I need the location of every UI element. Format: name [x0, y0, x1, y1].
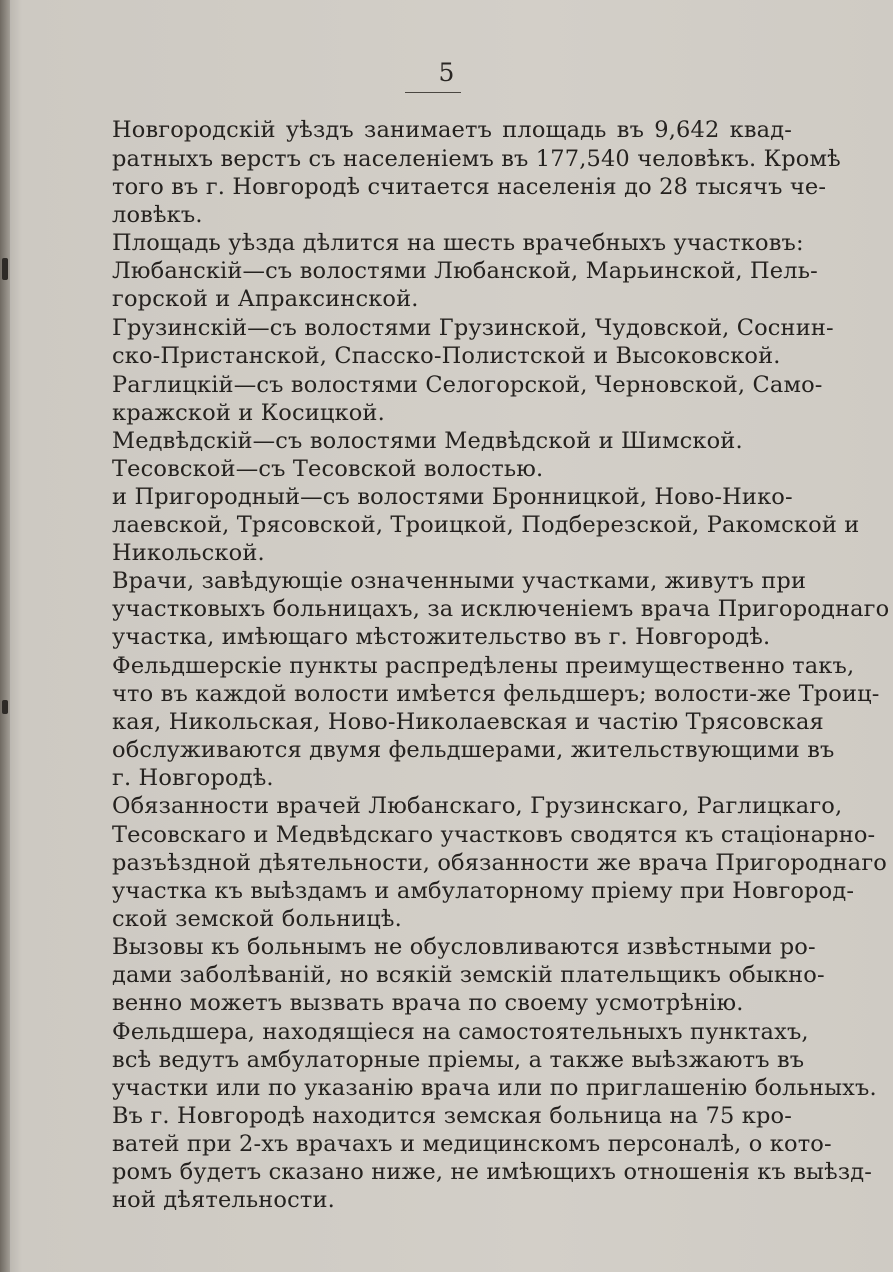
text-line: Новгородскій уѣздъ занимаетъ площадь въ 9,642 квад-	[112, 117, 792, 143]
text-line: ватей при 2-хъ врачахъ и медицинскомъ персоналѣ, о кото-	[112, 1131, 832, 1157]
text-line: что въ каждой волости имѣется фельдшеръ; волости-же Троиц-	[112, 681, 880, 707]
text-line: ско-Пристанской, Спасско-Полистской и Высоковской.	[112, 343, 781, 369]
text-line: Никольской.	[112, 540, 265, 566]
text-line: Тесовскаго и Медвѣдскаго участковъ сводятся къ стаціонарно-	[112, 822, 876, 848]
text-line: участка къ выѣздамъ и амбулаторному пріему при Новгород-	[112, 878, 855, 904]
text-line: обслуживаются двумя фельдшерами, жительствующими въ	[112, 737, 835, 763]
text-line: и Пригородный—съ волостями Бронницкой, Ново-Нико-	[112, 484, 793, 510]
text-line: Любанскій—съ волостями Любанской, Марьинской, Пель-	[112, 258, 818, 284]
text-line: всѣ ведутъ амбулаторные пріемы, а также выѣзжаютъ въ	[112, 1047, 805, 1073]
page-spine-shadow	[0, 0, 10, 1272]
text-line: участка, имѣющаго мѣстожительство въ г. Новгородѣ.	[112, 624, 771, 650]
text-line: дами заболѣваній, но всякій земскій плательщикъ обыкно-	[112, 962, 825, 988]
text-line: Врачи, завѣдующіе означенными участками, живутъ при	[112, 568, 807, 594]
text-line: Фельдшерскіе пункты распредѣлены преимущественно такъ,	[112, 653, 855, 679]
text-line: Обязанности врачей Любанскаго, Грузинскаго, Раглицкаго,	[112, 793, 843, 819]
text-line: Въ г. Новгородѣ находится земская больница на 75 кро-	[112, 1103, 792, 1129]
text-line: Медвѣдскій—съ волостями Медвѣдской и Шимской.	[112, 428, 743, 454]
text-line: ской земской больницѣ.	[112, 906, 402, 932]
binding-mark	[2, 258, 8, 280]
text-line: участковыхъ больницахъ, за исключеніемъ врача Пригороднаго	[112, 596, 890, 622]
text-line: разъѣздной дѣятельности, обязанности же врача Пригороднаго	[112, 850, 888, 876]
text-line: Фельдшера, находящіеся на самостоятельныхъ пунктахъ,	[112, 1019, 809, 1045]
text-line: участки или по указанію врача или по приглашенію больныхъ.	[112, 1075, 877, 1101]
text-line: Вызовы къ больнымъ не обусловливаются извѣстными ро-	[112, 934, 816, 960]
text-line: венно можетъ вызвать врача по своему усмотрѣнію.	[112, 990, 744, 1016]
page-number-rule	[405, 92, 461, 93]
text-line: г. Новгородѣ.	[112, 765, 274, 791]
text-line: ромъ будетъ сказано ниже, не имѣющихъ отношенія къ выѣзд-	[112, 1159, 873, 1185]
text-line: кражской и Косицкой.	[112, 400, 385, 426]
binding-mark	[2, 700, 8, 714]
text-line: ловѣкъ.	[112, 202, 203, 228]
text-line: горской и Апраксинской.	[112, 286, 419, 312]
text-line: ной дѣятельности.	[112, 1187, 335, 1213]
text-line: Тесовской—съ Тесовской волостью.	[112, 456, 544, 482]
text-line: Грузинскій—съ волостями Грузинской, Чудовской, Соснин-	[112, 315, 834, 341]
text-line: Раглицкій—съ волостями Селогорской, Черновской, Само-	[112, 372, 823, 398]
text-line: того въ г. Новгородѣ считается населенія до 28 тысячъ че-	[112, 174, 827, 200]
page-number: 5	[438, 58, 455, 87]
text-line: лаевской, Трясовской, Троицкой, Подберезской, Ракомской и	[112, 512, 860, 538]
text-line: Площадь уѣзда дѣлится на шесть врачебныхъ участковъ:	[112, 230, 804, 256]
text-line: ратныхъ верстъ съ населеніемъ въ 177,540 человѣкъ. Кромѣ	[112, 146, 841, 172]
text-line: кая, Никольская, Ново-Николаевская и частію Трясовская	[112, 709, 824, 735]
